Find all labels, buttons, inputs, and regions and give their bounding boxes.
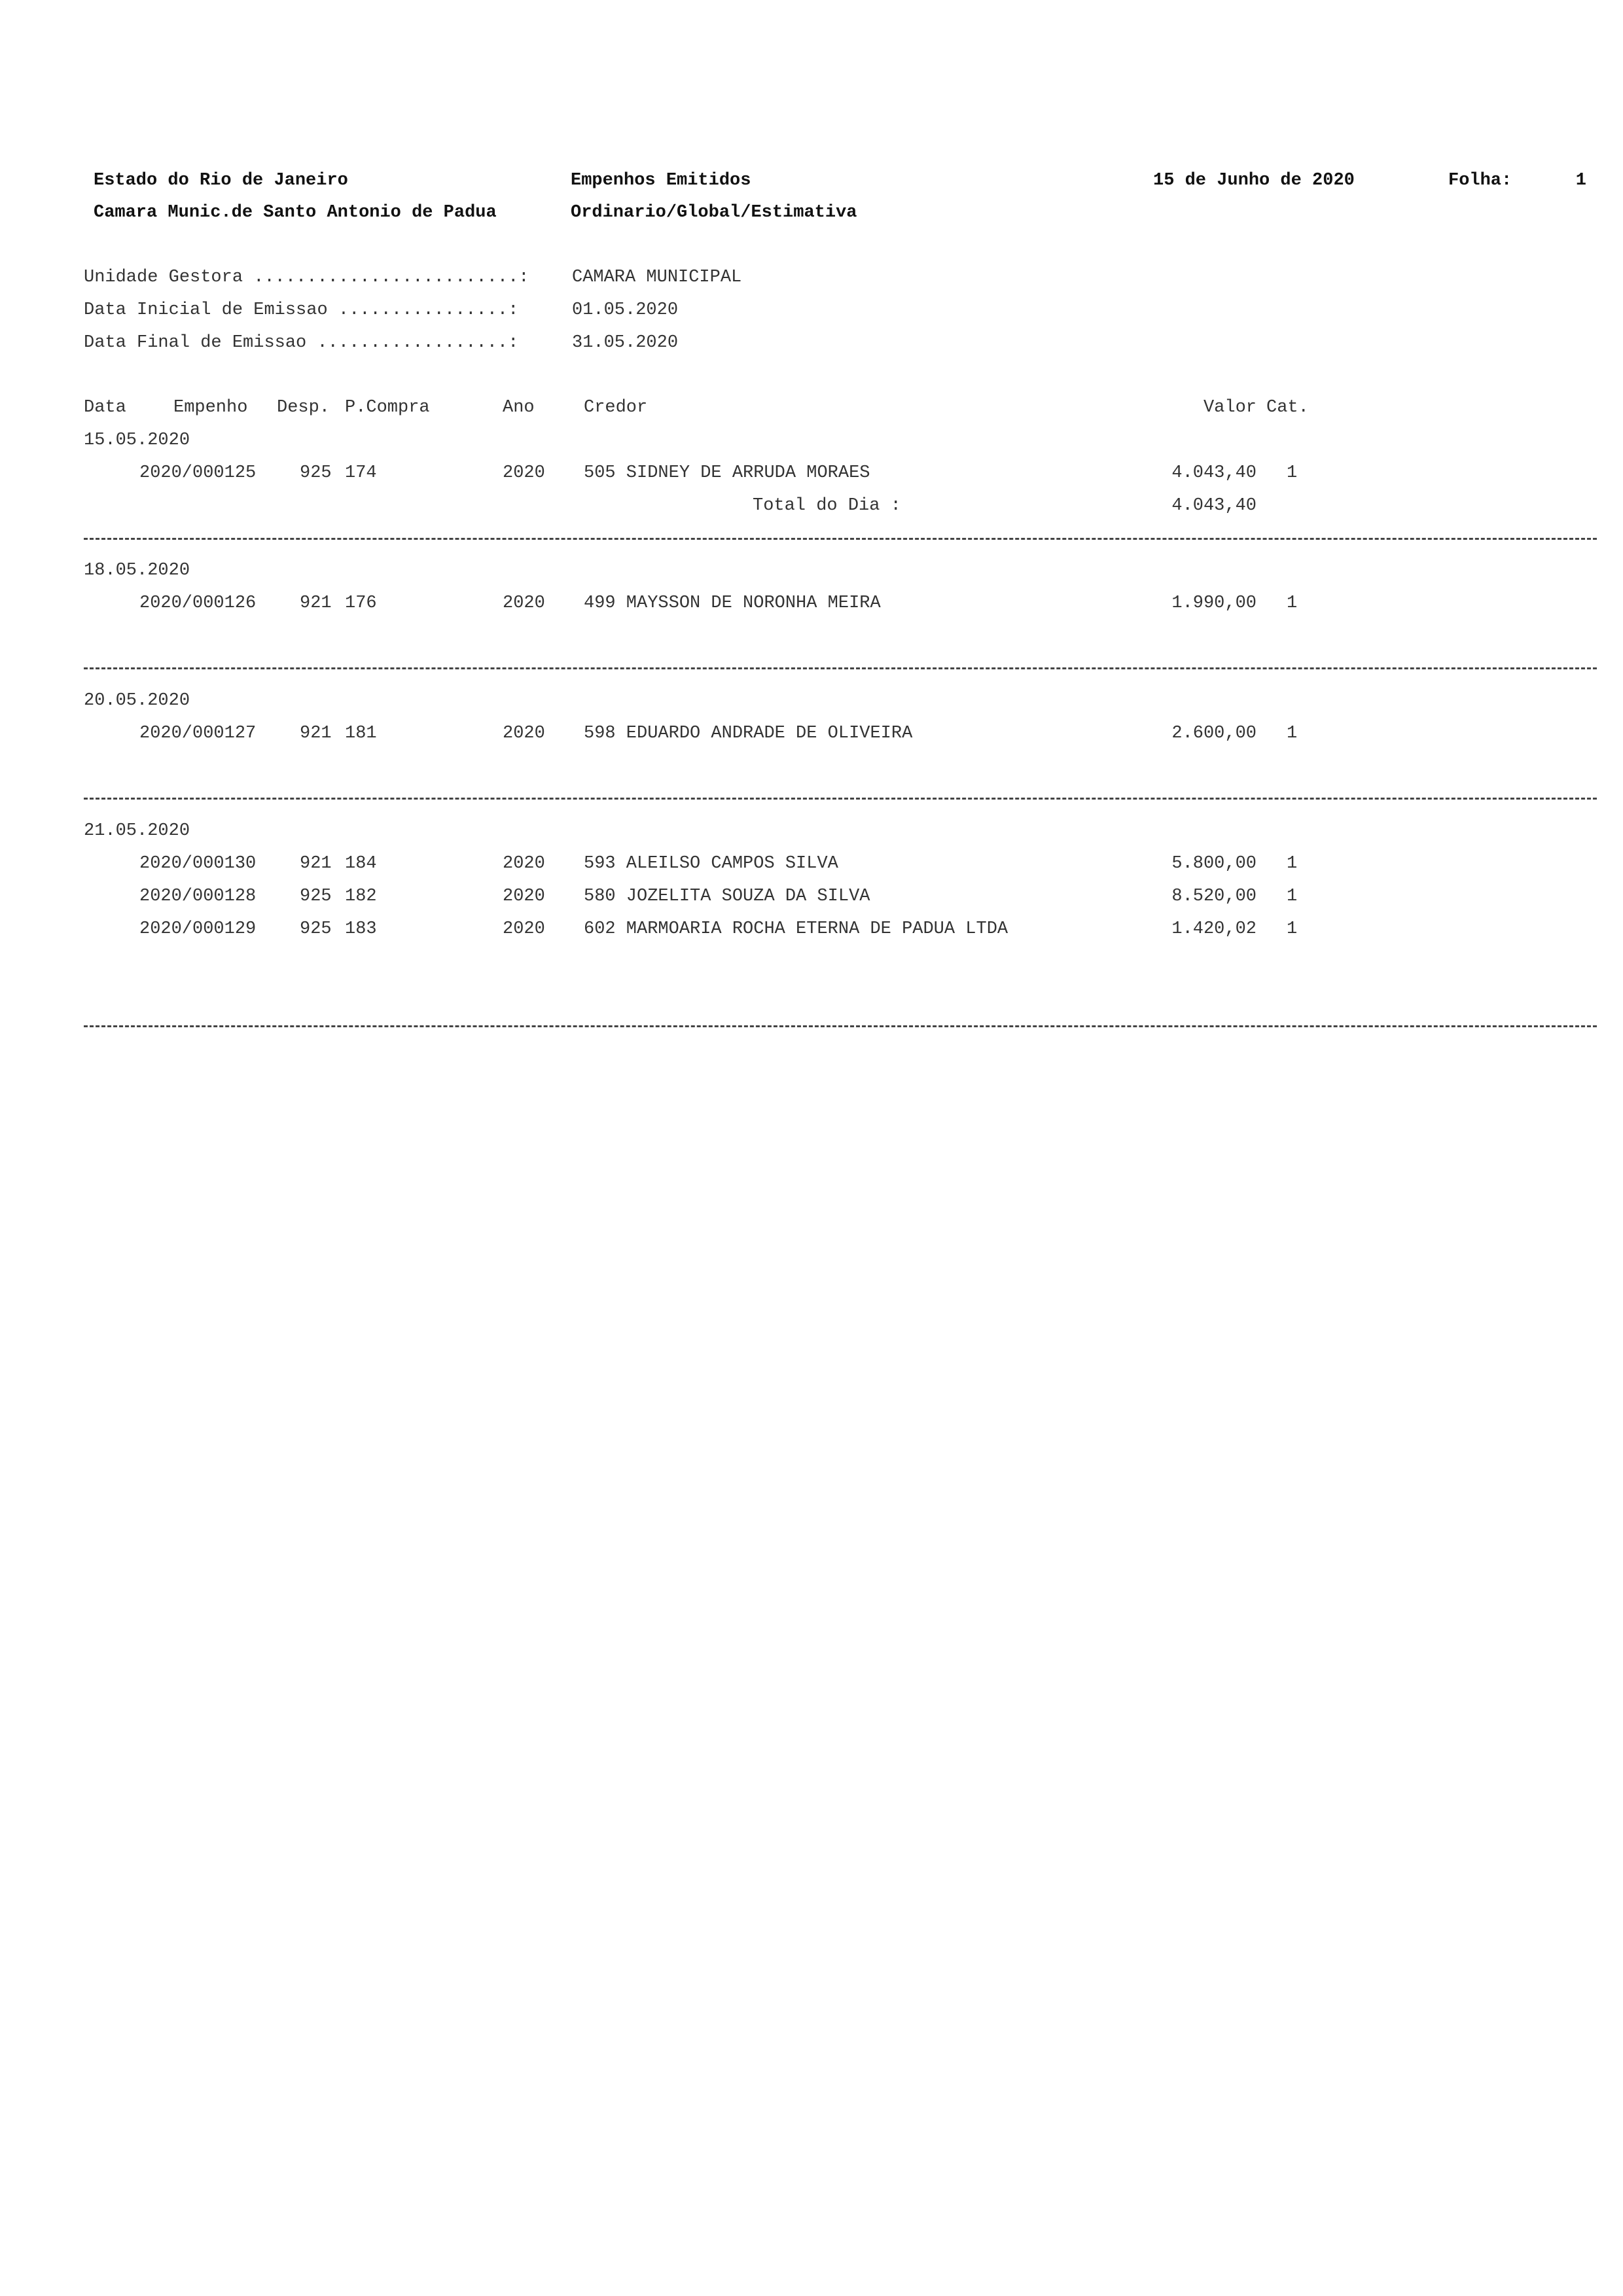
row-cat: 1 bbox=[1287, 919, 1298, 939]
separator bbox=[84, 798, 1597, 800]
org-name: Camara Munic.de Santo Antonio de Padua bbox=[94, 203, 497, 222]
row-credor: 499 MAYSSON DE NORONHA MEIRA bbox=[584, 593, 881, 613]
row-desp: 921 bbox=[300, 724, 332, 743]
row-ano: 2020 bbox=[503, 854, 545, 874]
row-cat: 1 bbox=[1287, 593, 1298, 613]
row-valor: 1.420,02 bbox=[1171, 919, 1257, 939]
col-data: Data bbox=[84, 398, 126, 417]
col-pcompra: P.Compra bbox=[345, 398, 430, 417]
row-cat: 1 bbox=[1287, 854, 1298, 874]
day-date: 15.05.2020 bbox=[84, 431, 190, 450]
day-total-value: 4.043,40 bbox=[1171, 496, 1257, 516]
row-empenho: 2020/000127 bbox=[139, 724, 257, 743]
page-number: 1 bbox=[1575, 171, 1586, 190]
row-desp: 921 bbox=[300, 854, 332, 874]
row-pcompra: 184 bbox=[345, 854, 377, 874]
row-empenho: 2020/000129 bbox=[139, 919, 257, 939]
col-valor: Valor bbox=[1203, 398, 1257, 417]
row-desp: 925 bbox=[300, 887, 332, 906]
row-empenho: 2020/000125 bbox=[139, 463, 257, 483]
row-valor: 4.043,40 bbox=[1171, 463, 1257, 483]
col-ano: Ano bbox=[503, 398, 535, 417]
row-credor: 598 EDUARDO ANDRADE DE OLIVEIRA bbox=[584, 724, 913, 743]
row-pcompra: 174 bbox=[345, 463, 377, 483]
separator bbox=[84, 1025, 1597, 1027]
report-subtitle: Ordinario/Global/Estimativa bbox=[571, 203, 857, 222]
row-pcompra: 176 bbox=[345, 593, 377, 613]
row-credor: 505 SIDNEY DE ARRUDA MORAES bbox=[584, 463, 870, 483]
page-label: Folha: bbox=[1448, 171, 1512, 190]
row-desp: 925 bbox=[300, 919, 332, 939]
row-credor: 602 MARMOARIA ROCHA ETERNA DE PADUA LTDA bbox=[584, 919, 1008, 939]
row-cat: 1 bbox=[1287, 887, 1298, 906]
row-cat: 1 bbox=[1287, 724, 1298, 743]
separator bbox=[84, 538, 1597, 540]
org-state: Estado do Rio de Janeiro bbox=[94, 171, 348, 190]
row-valor: 5.800,00 bbox=[1171, 854, 1257, 874]
row-ano: 2020 bbox=[503, 593, 545, 613]
row-ano: 2020 bbox=[503, 919, 545, 939]
row-ano: 2020 bbox=[503, 887, 545, 906]
row-valor: 1.990,00 bbox=[1171, 593, 1257, 613]
separator bbox=[84, 667, 1597, 669]
day-total-label: Total do Dia : bbox=[753, 496, 901, 516]
row-empenho: 2020/000128 bbox=[139, 887, 257, 906]
filter-unidade-label: Unidade Gestora .........................: bbox=[84, 268, 529, 287]
row-pcompra: 181 bbox=[345, 724, 377, 743]
row-cat: 1 bbox=[1287, 463, 1298, 483]
row-desp: 925 bbox=[300, 463, 332, 483]
row-ano: 2020 bbox=[503, 463, 545, 483]
filter-unidade-value: CAMARA MUNICIPAL bbox=[572, 268, 742, 287]
report-date: 15 de Junho de 2020 bbox=[1153, 171, 1355, 190]
row-ano: 2020 bbox=[503, 724, 545, 743]
row-credor: 580 JOZELITA SOUZA DA SILVA bbox=[584, 887, 870, 906]
row-pcompra: 182 bbox=[345, 887, 377, 906]
filter-inicial-label: Data Inicial de Emissao ................: bbox=[84, 300, 519, 320]
row-valor: 8.520,00 bbox=[1171, 887, 1257, 906]
row-empenho: 2020/000130 bbox=[139, 854, 257, 874]
filter-final-value: 31.05.2020 bbox=[572, 333, 679, 353]
row-desp: 921 bbox=[300, 593, 332, 613]
row-credor: 593 ALEILSO CAMPOS SILVA bbox=[584, 854, 838, 874]
row-pcompra: 183 bbox=[345, 919, 377, 939]
report-title: Empenhos Emitidos bbox=[571, 171, 751, 190]
row-valor: 2.600,00 bbox=[1171, 724, 1257, 743]
col-empenho: Empenho bbox=[173, 398, 248, 417]
day-date: 20.05.2020 bbox=[84, 691, 190, 711]
filter-inicial-value: 01.05.2020 bbox=[572, 300, 679, 320]
day-date: 18.05.2020 bbox=[84, 561, 190, 580]
row-empenho: 2020/000126 bbox=[139, 593, 257, 613]
col-desp: Desp. bbox=[277, 398, 330, 417]
day-date: 21.05.2020 bbox=[84, 821, 190, 841]
col-credor: Credor bbox=[584, 398, 648, 417]
col-cat: Cat. bbox=[1266, 398, 1309, 417]
filter-final-label: Data Final de Emissao ..................: bbox=[84, 333, 519, 353]
